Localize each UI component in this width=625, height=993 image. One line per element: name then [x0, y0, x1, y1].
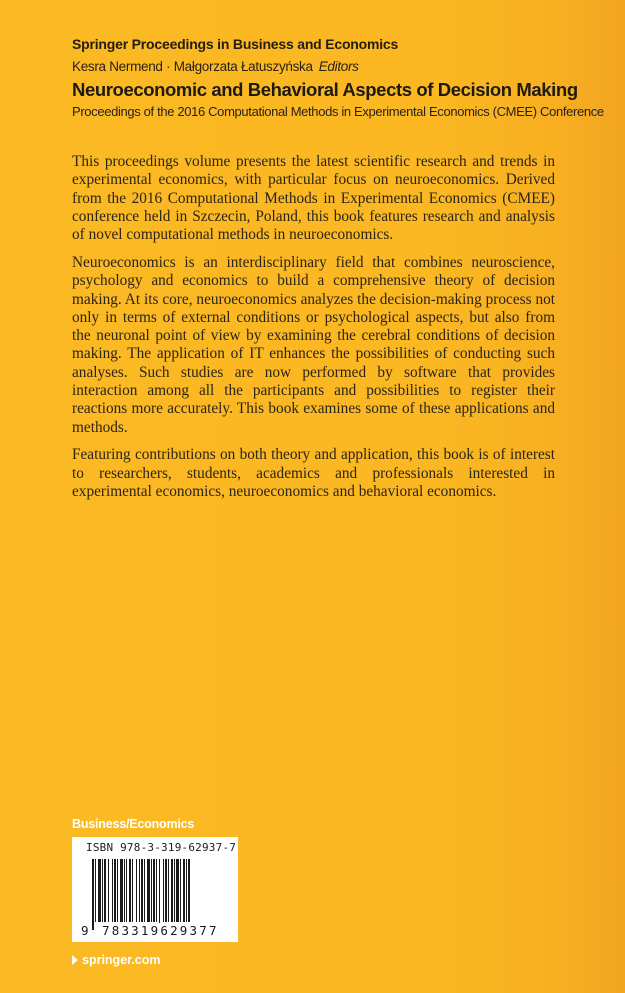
- springer-link[interactable]: [72, 953, 161, 967]
- description-paragraph: Featuring contributions on both theory and application, this book is of interest to researchers, students, academics and professionals interested in experimental economics, neuroeconomics and behavioral economics.: [72, 446, 555, 501]
- isbn-label: ISBN 978-3-319-62937-7: [86, 841, 237, 854]
- cover-header: [72, 34, 612, 121]
- barcode-bars: [92, 859, 228, 930]
- book-title: Neuroeconomic and Behavioral Aspects of Decision Making: [72, 79, 578, 100]
- editors-line: [72, 58, 612, 76]
- barcode-first-digit: 9: [81, 923, 89, 938]
- book-subtitle: Proceedings of the 2016 Computational Methods in Experimental Economics (CMEE) Conference: [72, 104, 604, 119]
- subject-category: Business/Economics: [72, 817, 195, 831]
- description-paragraph: This proceedings volume presents the latest scientific research and trends in experimental economics, with particular focus on neuroeconomics. Derived from the 2016 Computational Methods in Experimental Economics (CMEE) conference held in Szczecin, Poland, this book features research and analysis of novel computational methods in neuroeconomics.: [72, 153, 555, 244]
- book-description: [72, 153, 555, 511]
- barcode-digits: [72, 923, 238, 939]
- triangle-right-icon: [72, 955, 78, 965]
- isbn-barcode: [72, 837, 238, 942]
- barcode-digit-group: 783319629377: [102, 923, 219, 938]
- editors-role: Editors: [318, 59, 359, 74]
- springer-link-text[interactable]: springer.com: [82, 953, 161, 967]
- editor-names: Kesra Nermend · Małgorzata Łatuszyńska: [72, 59, 313, 74]
- description-paragraph: Neuroeconomics is an interdisciplinary field that combines neuroscience, psychology and economics to build a comprehensive theory of decision making. At its core, neuroeconomics analyzes the decision-making process not only in terms of external conditions or psychological aspects, but also from the neuronal point of view by examining the cerebral conditions of decision making. The application of IT enhances the possibilities of conducting such analyses. Such studies are now performed by software that provides interaction among all the participants and possibilities to register their reactions more accurately. This book examines some of these applications and methods.: [72, 253, 555, 436]
- series-title: Springer Proceedings in Business and Economics: [72, 36, 399, 52]
